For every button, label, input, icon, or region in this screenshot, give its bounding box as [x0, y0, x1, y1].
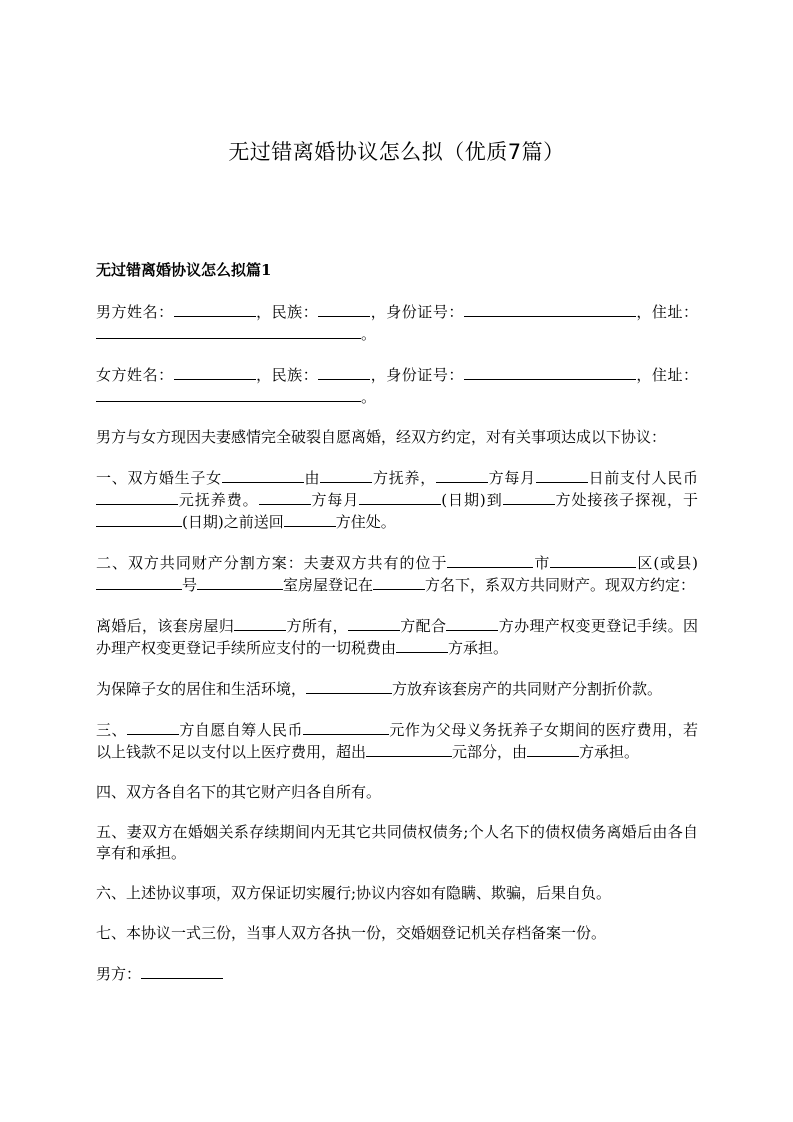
signature-blank [141, 963, 223, 979]
clause-2b-text: 方办理产权变更登记手续。因办理产权变更登记手续所应支付的一切税费由 [96, 617, 698, 657]
document-body [96, 301, 698, 1004]
clause-1-text: (日期)到 [441, 491, 503, 509]
clause-2-text: 区(或县) [636, 554, 698, 572]
clause-3-text: 三、 [96, 721, 127, 739]
male-info-end: 。 [361, 325, 377, 343]
clause-1-blank-date [359, 489, 441, 505]
male-ethnicity-blank [318, 301, 370, 317]
male-info-paragraph [96, 301, 698, 345]
clause-1-text: (日期)之前送回 [182, 513, 284, 531]
clause-3-text: 元作为父母义务抚养子女期间的医疗费用，若以上钱款不足以支付以上医疗费用，超出 [96, 721, 698, 761]
female-id-blank [464, 364, 636, 380]
clause-2-text: 二、双方共同财产分割方案：夫妻双方共有的位于 [96, 554, 448, 572]
clause-2b-blank-handler [446, 615, 498, 631]
female-ethnicity-label: ，民族： [255, 366, 319, 384]
female-name-label: 女方姓名： [96, 366, 174, 384]
clause-1-blank-visitor [259, 489, 311, 505]
clause-2-text: 市 [533, 554, 551, 572]
clause-3-text: 元部分，由 [452, 743, 528, 761]
clause-2b-text: 方承担。 [448, 639, 509, 657]
clause-2c-blank-party [306, 678, 392, 694]
male-id-blank [464, 301, 636, 317]
clause-2-blank-city [447, 552, 533, 568]
intro-paragraph: 男方与女方现因夫妻感情完全破裂自愿离婚，经双方约定，对有关事项达成以下协议： [96, 428, 667, 446]
clause-1-text: 方每月 [487, 469, 536, 487]
female-info-end: 。 [361, 388, 377, 406]
female-id-label: ，身份证号： [370, 366, 464, 384]
male-address-blank [96, 323, 361, 339]
clause-1-blank-custodian [320, 467, 372, 483]
clause-1-text: 方抚养， [372, 469, 436, 487]
clause-2b-text: 方配合 [399, 617, 447, 635]
clause-7: 七、本协议一式三份，当事人双方各执一份，交婚姻登记机关存档备案一份。 [96, 924, 607, 942]
clause-1-text: 方住处。 [335, 513, 396, 531]
clause-3-blank-party [127, 719, 179, 735]
clause-6: 六、上述协议事项，双方保证切实履行;协议内容如有隐瞒、欺骗，后果自负。 [96, 884, 612, 902]
male-name-blank [174, 301, 256, 317]
clause-1-text: 方每月 [310, 491, 360, 509]
clause-2-text: 方名下，系双方共同财产。现双方约定： [425, 576, 696, 594]
clause-2b-blank-owner [234, 615, 286, 631]
clause-1-text: 元抚养费。 [178, 491, 259, 509]
clause-3 [96, 719, 698, 763]
clause-1-text: 方处接孩子探视，于 [554, 491, 698, 509]
clause-2-blank-owner [373, 574, 425, 590]
clause-2b-blank-cooperator [348, 615, 400, 631]
male-name-label: 男方姓名： [96, 303, 174, 321]
document-title: 无过错离婚协议怎么拟（优质7篇） [228, 140, 565, 164]
clause-3-blank-responsible [527, 741, 579, 757]
clause-1-text: 一、双方婚生子女 [96, 469, 222, 487]
signature-label: 男方： [96, 965, 142, 983]
clause-2-house [96, 615, 698, 659]
clause-1-blank-return-date [96, 511, 182, 527]
clause-3-blank-excess [366, 741, 452, 757]
signature-line [96, 963, 698, 985]
clause-3-text: 方承担。 [579, 743, 640, 761]
female-address-label: ，住址： [635, 366, 698, 384]
clause-1-text: 日前支付人民币 [587, 469, 698, 487]
clause-4: 四、双方各自名下的其它财产归各自所有。 [96, 783, 382, 801]
section-heading: 无过错离婚协议怎么拟篇1 [96, 261, 272, 279]
clause-2-blank-number [96, 574, 182, 590]
female-name-blank [174, 364, 256, 380]
clause-1-blank-day [536, 467, 588, 483]
clause-2-blank-district [550, 552, 636, 568]
clause-1-blank-host [503, 489, 555, 505]
clause-2-text: 号 [182, 576, 198, 594]
clause-1 [96, 467, 698, 533]
male-ethnicity-label: ，民族： [255, 303, 319, 321]
clause-1-blank-payer [436, 467, 488, 483]
clause-2b-blank-tax-payer [396, 637, 448, 653]
clause-3-text: 方自愿自筹人民币 [178, 721, 303, 739]
clause-2c-text: 为保障子女的居住和生活环境， [96, 680, 307, 698]
clause-1-text: 由 [303, 469, 321, 487]
clause-1-blank-children [222, 467, 304, 483]
clause-3-blank-amount [303, 719, 389, 735]
clause-2-blank-room [197, 574, 283, 590]
male-address-label: ，住址： [635, 303, 698, 321]
clause-2b-text: 方所有， [286, 617, 348, 635]
clause-2-waiver [96, 678, 698, 700]
clause-2-text: 室房屋登记在 [283, 576, 374, 594]
clause-1-blank-residence [284, 511, 336, 527]
female-ethnicity-blank [318, 364, 370, 380]
clause-5: 五、妻双方在婚姻关系存续期间内无其它共同债权债务;个人名下的债权债务离婚后由各自享有和承担。 [96, 823, 698, 862]
clause-2 [96, 552, 698, 596]
male-id-label: ，身份证号： [370, 303, 464, 321]
female-info-paragraph [96, 364, 698, 408]
clause-1-blank-amount [96, 489, 178, 505]
female-address-blank [96, 386, 361, 402]
clause-2c-text: 方放弃该套房产的共同财产分割折价款。 [392, 680, 663, 698]
clause-2b-text: 离婚后，该套房屋归 [96, 617, 235, 635]
